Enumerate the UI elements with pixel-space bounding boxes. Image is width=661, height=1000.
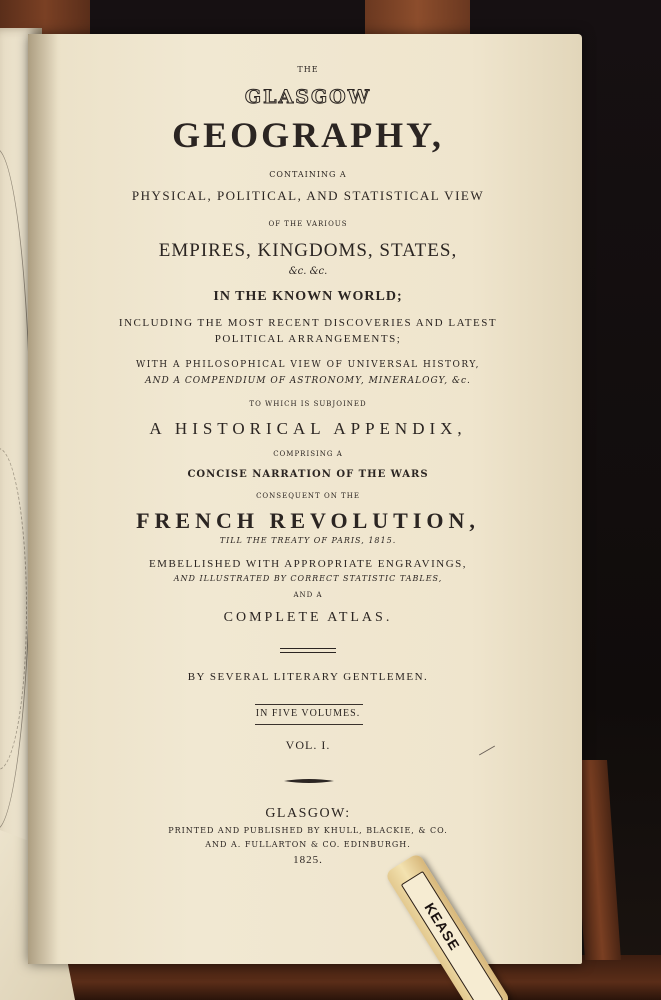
ornament-rule	[284, 778, 334, 784]
text-the: THE	[297, 65, 319, 74]
text-year: 1825.	[293, 854, 323, 866]
text-appendix: A HISTORICAL APPENDIX,	[149, 419, 467, 438]
rule-below-volumes	[255, 724, 363, 725]
text-vol: VOL. I.	[285, 738, 331, 752]
double-rule	[280, 648, 336, 653]
title-page	[28, 34, 582, 964]
text-printed: PRINTED AND PUBLISHED BY KHULL, BLACKIE, & CO.	[168, 826, 448, 835]
text-containing: CONTAINING A	[269, 170, 347, 179]
text-glasgow-outline: GLASGOW	[244, 86, 372, 108]
text-concise: CONCISE NARRATION OF THE WARS	[187, 469, 429, 480]
text-philosophical: WITH A PHILOSOPHICAL VIEW OF UNIVERSAL HISTORY,	[135, 360, 481, 370]
text-geography: GEOGRAPHY,	[172, 115, 444, 155]
text-comprising: COMPRISING A	[273, 450, 343, 458]
text-treaty: TILL THE TREATY OF PARIS, 1815.	[219, 536, 397, 545]
text-consequent: CONSEQUENT ON THE	[256, 492, 360, 500]
text-empires: EMPIRES, KINGDOMS, STATES,	[158, 240, 458, 261]
gutter-shadow	[28, 34, 58, 964]
title-page-text	[58, 34, 558, 964]
text-including: INCLUDING THE MOST RECENT DISCOVERIES AND LATEST	[118, 317, 498, 329]
text-volumes: IN FIVE VOLUMES.	[255, 708, 361, 719]
text-complete-atlas: COMPLETE ATLAS.	[223, 610, 393, 625]
text-subjoined: TO WHICH IS SUBJOINED	[249, 400, 367, 408]
text-physical: PHYSICAL, POLITICAL, AND STATISTICAL VIEW	[131, 188, 485, 203]
text-fullarton: AND A. FULLARTON & CO. EDINBURGH.	[205, 840, 411, 849]
text-illustrated: AND ILLUSTRATED BY CORRECT STATISTIC TABLES,	[173, 574, 443, 583]
text-political-arrangements: POLITICAL ARRANGEMENTS;	[214, 333, 402, 345]
text-compendium: AND A COMPENDIUM OF ASTRONOMY, MINERALOGY, &c.	[145, 376, 471, 386]
rule-above-volumes	[255, 704, 363, 705]
text-imprint-glasgow: GLASGOW:	[265, 806, 351, 821]
text-french-revolution: FRENCH REVOLUTION,	[136, 508, 480, 533]
text-etc: &c. &c.	[288, 266, 328, 277]
text-and-a: AND A	[293, 591, 323, 599]
text-embellished: EMBELLISHED WITH APPROPRIATE ENGRAVINGS,	[148, 558, 468, 570]
stick-label-text: KEASE	[421, 899, 464, 954]
text-by-several: BY SEVERAL LITERARY GENTLEMEN.	[187, 671, 429, 683]
text-of-the-various: OF THE VARIOUS	[268, 220, 348, 228]
text-known-world: IN THE KNOWN WORLD;	[213, 289, 403, 304]
